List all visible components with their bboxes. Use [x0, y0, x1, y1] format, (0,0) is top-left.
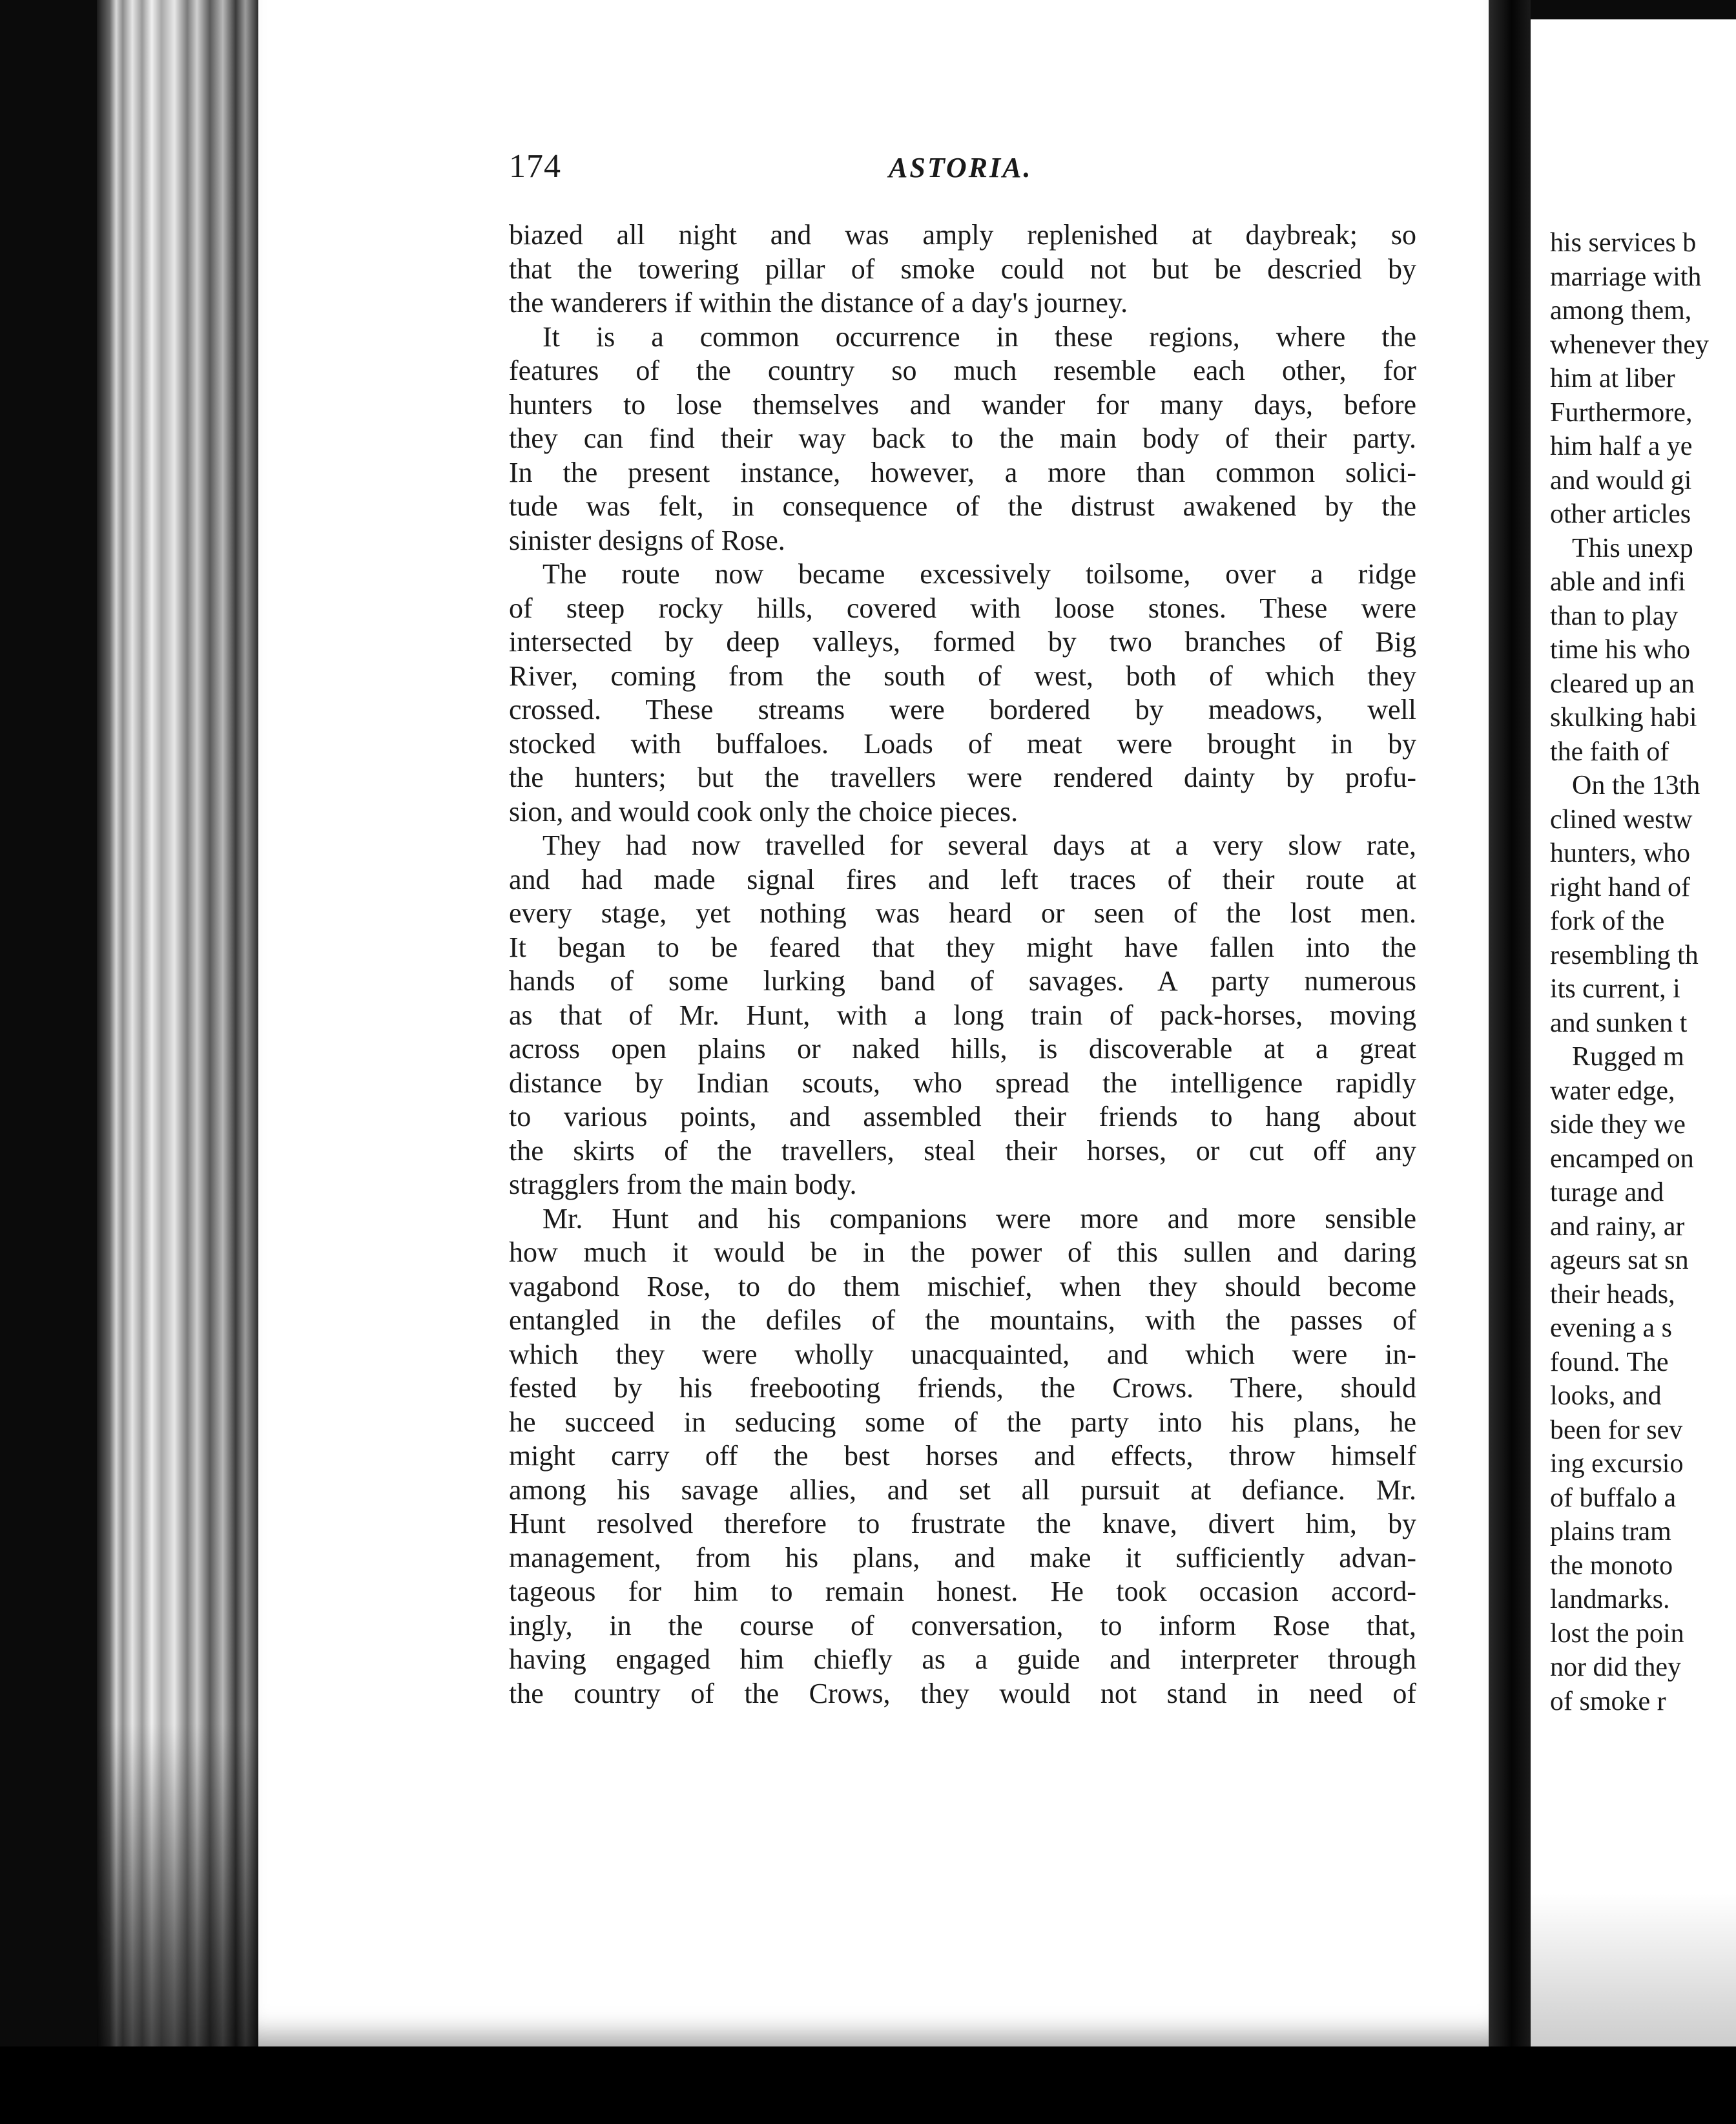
facing-text-line: nor did they [1550, 1652, 1681, 1682]
text-line: the wanderers if within the distance of a day's journey. [509, 287, 1128, 318]
facing-text-line: right hand of [1550, 872, 1690, 902]
facing-text-line: turage and [1550, 1178, 1664, 1207]
text-line: and had made signal fires and left traces of their route at [509, 863, 1416, 895]
scan-background [0, 2046, 1736, 2124]
facing-text-line: been for sev [1550, 1415, 1683, 1445]
facing-page-text [1550, 226, 1736, 1718]
text-line: he succeed in seducing some of the party into his plans, he [509, 1406, 1416, 1438]
facing-text-line: the monoto [1550, 1550, 1673, 1581]
facing-text-line: time his who [1550, 635, 1690, 665]
text-line: entangled in the defiles of the mountains, with the passes of [509, 1304, 1416, 1336]
book-page-edges [97, 0, 258, 2124]
facing-text-line: and sunken t [1550, 1008, 1688, 1038]
facing-text-line: and rainy, ar [1550, 1211, 1685, 1242]
text-line: among his savage allies, and set all pursuit at defiance. Mr. [509, 1473, 1416, 1506]
running-head [509, 147, 1413, 199]
text-line: intersected by deep valleys, formed by two branches of Big [509, 626, 1416, 658]
text-line: ingly, in the course of conversation, to inform Rose that, [509, 1609, 1416, 1641]
main-text-block [509, 218, 1416, 1711]
facing-text-line: of smoke r [1550, 1686, 1666, 1716]
text-line: might carry off the best horses and effects, throw himself [509, 1440, 1416, 1472]
facing-text-line: Rugged m [1572, 1042, 1684, 1072]
text-line: to various points, and assembled their friends to hang about [509, 1101, 1416, 1132]
text-line: every stage, yet nothing was heard or seen of the lost men. [509, 897, 1416, 929]
facing-text-line: found. The [1550, 1347, 1669, 1377]
text-line: how much it would be in the power of this sullen and daring [509, 1236, 1416, 1268]
facing-text-line: lost the poin [1550, 1618, 1684, 1649]
text-line: Mr. Hunt and his companions were more and more sensible [542, 1202, 1416, 1234]
text-line: stragglers from the main body. [509, 1169, 857, 1200]
facing-text-line: On the 13th [1572, 771, 1700, 800]
facing-text-line: its current, i [1550, 974, 1680, 1004]
text-line: features of the country so much resemble each other, for [509, 355, 1416, 386]
facing-text-line: skulking habi [1550, 703, 1697, 733]
facing-text-line: side they we [1550, 1110, 1686, 1140]
facing-text-line: marriage with [1550, 262, 1702, 292]
facing-text-line: resembling th [1550, 940, 1699, 970]
text-line: Hunt resolved therefore to frustrate the knave, divert him, by [509, 1508, 1416, 1539]
text-line: the hunters; but the travellers were rendered dainty by profu- [509, 762, 1416, 793]
facing-text-line: than to play [1550, 601, 1679, 631]
text-line: hunters to lose themselves and wander for many days, before [509, 388, 1416, 421]
facing-text-line: Furthermore, [1550, 397, 1693, 428]
text-line: the skirts of the travellers, steal their horses, or cut off any [509, 1134, 1416, 1167]
facing-text-line: landmarks. [1550, 1585, 1670, 1614]
facing-text-line: water edge, [1550, 1076, 1675, 1106]
text-line: stocked with buffaloes. Loads of meat were brought in by [509, 727, 1416, 760]
facing-text-line: fork of the [1550, 906, 1665, 936]
facing-text-line: him half a ye [1550, 432, 1693, 461]
facing-text-line: other articles [1550, 499, 1691, 529]
text-line: The route now became excessively toilsome, over a ridge [542, 558, 1416, 590]
text-line: It began to be feared that they might have fallen into the [509, 931, 1416, 963]
text-line: of steep rocky hills, covered with loose stones. These were [509, 592, 1416, 624]
text-line: tude was felt, in consequence of the distrust awakened by the [509, 490, 1416, 522]
text-line: vagabond Rose, to do them mischief, when they should become [509, 1270, 1416, 1302]
text-line: hands of some lurking band of savages. A party numerous [509, 965, 1416, 997]
text-line: crossed. These streams were bordered by meadows, well [509, 694, 1416, 725]
text-line: which they were wholly unacquainted, and which were in- [509, 1338, 1416, 1370]
running-title: ASTORIA. [889, 152, 1033, 183]
facing-text-line: ageurs sat sn [1550, 1245, 1689, 1275]
text-line: tageous for him to remain honest. He took occasion accord- [509, 1576, 1416, 1607]
text-line: having engaged him chiefly as a guide and interpreter through [509, 1643, 1416, 1675]
facing-text-line: clined westw [1550, 804, 1693, 835]
text-line: the country of the Crows, they would not stand in need of [509, 1677, 1416, 1709]
facing-text-line: their heads, [1550, 1279, 1675, 1309]
text-line: It is a common occurrence in these regions, where the [542, 320, 1416, 353]
text-line: sinister designs of Rose. [509, 524, 785, 556]
facing-text-line: of buffalo a [1550, 1483, 1677, 1513]
facing-text-line: him at liber [1550, 364, 1675, 393]
text-line: They had now travelled for several days at a very slow rate, [542, 829, 1416, 861]
text-line: fested by his freebooting friends, the Crows. There, should [509, 1372, 1416, 1404]
facing-text-line: able and infi [1550, 567, 1686, 597]
text-line: distance by Indian scouts, who spread the intelligence rapidly [509, 1067, 1416, 1099]
text-line: management, from his plans, and make it sufficiently advan- [509, 1541, 1416, 1574]
facing-text-line: encamped on [1550, 1143, 1694, 1174]
facing-text-line: among them, [1550, 296, 1692, 326]
text-line: In the present instance, however, a more than common solici- [509, 456, 1416, 488]
text-line: as that of Mr. Hunt, with a long train of pack-horses, moving [509, 999, 1416, 1031]
page-number: 174 [509, 148, 561, 185]
facing-text-line: cleared up an [1550, 669, 1695, 699]
text-line: River, coming from the south of west, both of which they [509, 660, 1416, 692]
facing-text-line: his services b [1550, 228, 1697, 258]
text-line: that the towering pillar of smoke could not but be descried by [509, 253, 1416, 285]
facing-text-line: This unexp [1572, 533, 1693, 563]
facing-text-line: and would gi [1550, 465, 1692, 495]
facing-text-line: the faith of [1550, 736, 1669, 767]
text-line: across open plains or naked hills, is discoverable at a great [509, 1033, 1416, 1065]
facing-text-line: hunters, who [1550, 838, 1690, 868]
facing-text-line: whenever they [1550, 329, 1710, 360]
text-line: biazed all night and was amply replenished at daybreak; so [509, 219, 1416, 251]
text-line: sion, and would cook only the choice pieces. [509, 795, 1018, 828]
text-line: they can find their way back to the main body of their party. [509, 422, 1416, 454]
facing-text-line: plains tram [1550, 1517, 1671, 1546]
facing-text-line: ing excursio [1550, 1449, 1684, 1479]
facing-text-line: looks, and [1550, 1381, 1662, 1411]
book-gutter [1489, 0, 1531, 2124]
facing-text-line: evening a s [1550, 1313, 1672, 1343]
